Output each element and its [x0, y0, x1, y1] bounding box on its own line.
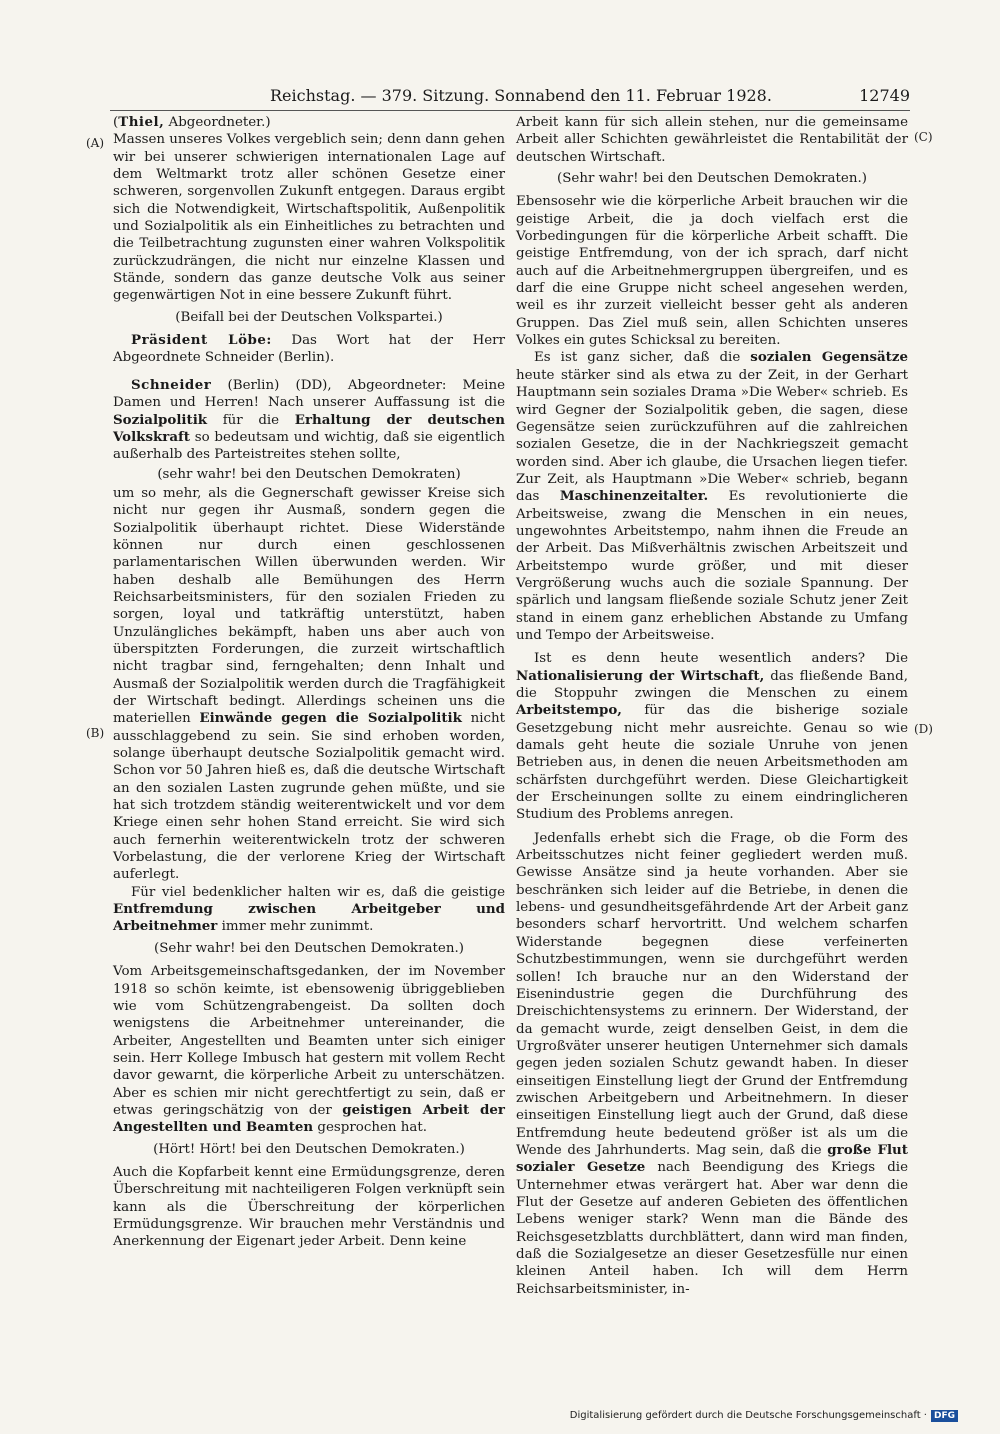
paragraph: Es ist ganz sicher, daß die sozialen Gegensätze heute stärker sind als etwa zu der Zeit, in der Gerhart Hauptmann sein soziales Drama »Die Weber« schrieb. Es wird Gegner der Sozialpolitik geben, die sagen, diese Gegensätze seien zurückzuführen auf die zahlreichen sozialen Gesetze, die in der Nachkriegszeit gemacht worden sind. Aber ich glaube, die Ursachen liegen tiefer. Zur Zeit, als Hauptmann »Die Weber« schrieb, begann das Maschinenzeitalter. Es revolutionierte die Arbeitsweise, zwang die Menschen in ein neues, ungewohntes Arbeitstempo, nahm ihnen die Freude an der Arbeit. Das Mißverhältnis zwischen Arbeitszeit und Arbeitstempo wurde größer, und mit dieser Vergrößerung wuchs auch die soziale Spannung. Der spärlich und langsam fließende soziale Schutz jener Zeit stand in einem ganz erheblichen Abstande zu Umfang und Tempo der Arbeitsweise. — [516, 349, 908, 643]
interjection: (Sehr wahr! bei den Deutschen Demokraten.) — [557, 171, 867, 187]
emphasis: Maschinenzeitalter. — [559, 488, 709, 505]
running-header — [110, 86, 910, 111]
paragraph: Ist es denn heute wesentlich anders? Die Nationalisierung der Wirtschaft, das fließende Band, die Stoppuhr zwingen die Menschen zu einem Arbeitstempo, für das die bisherige soziale Gesetzgebung nicht mehr ausreichte. Genau so wie damals geht heute die soziale Unruhe von jenen Betrieben aus, in denen die neuen Arbeitsmethoden am schärfsten durchgeführt werden. Diese Gleichartigkeit der Erscheinungen sollte zu einem eindringlicheren Studium des Problems anregen. — [516, 651, 908, 823]
left-column — [113, 114, 505, 1251]
paragraph: Auch die Kopfarbeit kennt eine Ermüdungsgrenze, deren Überschreitung mit nachteiligeren Folgen verknüpft sein kann als die Überschreitung der körperlichen Ermüdungsgrenze. Wir brauchen mehr Verständnis und Anerkennung der Eigenart jeder Arbeit. Denn keine — [113, 1164, 505, 1250]
emphasis: große Flut sozialer Gesetze — [516, 1141, 908, 1176]
dfg-logo: DFG — [931, 1410, 958, 1422]
paragraph: Schneider (Berlin) (DD), Abgeordneter: Meine Damen und Herren! Nach unserer Auffassung ist die Sozialpolitik für die Erhaltung der deutschen Volkskraft so bedeutsam und wichtig, daß sie eigentlich außerhalb des Parteistreites stehen sollte, — [113, 376, 506, 463]
paragraph: Massen unseres Volkes vergeblich sein; denn dann gehen wir bei unserer schwierigen internationalen Lage auf dem Weltmarkt trotz aller schönen Gesetze einer schweren, sorgenvollen Zukunft entgegen. Daraus ergibt sich die Notwendigkeit, Wirtschaftspolitik, Außenpolitik und Sozialpolitik als ein Einheitliches zu betrachten und die Teilbetrachtung zugunsten einer wahren Volkspolitik zurückzudrängen, die nicht nur einzelne Klassen und Stände, sondern das ganze deutsche Volk aus seiner gegenwärtigen Not in eine bessere Zukunft führt. — [113, 132, 505, 304]
speaker-name: Schneider — [131, 376, 212, 393]
emphasis: Arbeitstempo, — [516, 702, 622, 719]
interjection: (Hört! Hört! bei den Deutschen Demokraten.) — [153, 1141, 465, 1157]
paragraph: Jedenfalls erhebt sich die Frage, ob die Form des Arbeitsschutzes nicht feiner gegliedert werden muß. Gewisse Ansätze sind ja heute vorhanden. Aber sie beschränken sich leider auf die Betriebe, in denen die lebens- und gesundheitsgefährdende Art der Arbeit ganz besonders scharf hervortritt. Und welchem scharfen Widerstande begegnen diese verfeinerten Schutzbestimmungen, wenn sie durchgeführt werden sollen! Ich brauche nur an den Widerstand der Eisenindustrie gegen die Durchführung des Dreischichtensystems zu erinnern. Der Widerstand, der da gemacht wurde, zeigt denselben Geist, in dem die Urgroßväter unserer heutigen Unternehmer sich damals gegen jeden sozialen Schutz gewandt haben. In dieser einseitigen Einstellung liegt der Grund der Entfremdung zwischen Arbeitgebern und Arbeitnehmern. In dieser einseitigen Einstellung liegt auch der Grund, daß diese Entfremdung heute bedeutend größer ist als um die Wende des Jahrhunderts. Mag sein, daß die große Flut sozialer Gesetze nach Beendigung des Kriegs die Unternehmer etwas verärgert hat. Aber war denn die Flut der Gesetze auf anderen Gebieten des öffentlichen Lebens weniger stark? Wenn man die Bände des Reichsgesetzblatts durchblättert, dann wird man finden, daß die Sozialgesetze an dieser Gesetzesfülle nur einen kleinen Anteil haben. Ich will dem Herrn Reichsarbeitsminister, in- — [516, 830, 909, 1297]
page-number: 12749 — [859, 86, 910, 105]
emphasis: Entfremdung zwischen Arbeitgeber und Arbeitnehmer — [113, 901, 505, 935]
speaker-name: Thiel, — [118, 114, 165, 130]
margin-marker-c: (C) — [914, 130, 933, 144]
paragraph: Arbeit kann für sich allein stehen, nur die gemeinsame Arbeit aller Schichten gewährleistet die Rentabilität der deutschen Wirtschaft. — [516, 115, 908, 165]
footer-text: Digitalisierung gefördert durch die Deutsche Forschungsgemeinschaft · — [569, 1410, 927, 1421]
header-title: Reichstag. — 379. Sitzung. Sonnabend den 11. Februar 1928. — [270, 86, 772, 105]
emphasis: geistigen Arbeit der Angestellten und Beamten — [113, 1101, 505, 1136]
footer-credit — [570, 1410, 958, 1422]
continuation-speaker-line: (Thiel, Abgeordneter.) — [113, 114, 271, 130]
interjection: (Sehr wahr! bei den Deutschen Demokraten.) — [154, 940, 464, 956]
paragraph: Präsident Löbe: Das Wort hat der Herr Abgeordnete Schneider (Berlin). — [113, 332, 505, 366]
speaker-name: Präsident Löbe: — [131, 332, 272, 349]
paragraph: um so mehr, als die Gegnerschaft gewisser Kreise sich nicht nur gegen ihr Ausmaß, sondern gegen die Sozialpolitik überhaupt richtet. Diese Widerstände können nur durch einen geschlossenen parlamentarischen Willen überwunden werden. Wir haben deshalb alle Bemühungen des Herrn Reichsarbeitsministers, für den sozialen Frieden zu sorgen, loyal und tatkräftig unterstützt, haben Unzulängliches bekämpft, haben uns aber auch von überspitzten Forderungen, die zurzeit wirtschaftlich nicht tragbar sind, ferngehalten; denn Inhalt und Ausmaß der Sozialpolitik werden durch die Tragfähigkeit der Wirtschaft bedingt. Allerdings scheinen uns die materiellen Einwände gegen die Sozialpolitik nicht ausschlaggebend zu sein. Sie sind erhoben worden, solange überhaupt deutsche Sozialpolitik gemacht wird. Schon vor 50 Jahren hieß es, daß die deutsche Wirtschaft an den sozialen Lasten zugrunde gehen müßte, und sie hat sich trotzdem ständig weiterentwickelt und vor dem Kriege einen sehr hohen Stand erreicht. Sie wird sich auch fernerhin weiterentwickeln trotz der schweren Vorbelastung, die der verlorene Krieg der Wirtschaft auferlegt. — [113, 485, 505, 883]
margin-marker-b: (B) — [86, 726, 105, 740]
paragraph: Für viel bedenklicher halten wir es, daß die geistige Entfremdung zwischen Arbeitgeber und Arbeitnehmer immer mehr zunimmt. — [113, 884, 505, 935]
speaker-role: Abgeordneter.) — [164, 115, 271, 130]
paragraph: Ebensosehr wie die körperliche Arbeit brauchen wir die geistige Arbeit, die ja doch vielfach erst die Vorbedingungen für die körperliche Arbeit schafft. Die geistige Entfremdung, von der ich sprach, darf nicht auch auf die Arbeitnehmergruppen übergreifen, und es darf die eine Gruppe nicht scheel angesehen werden, weil es ihr zurzeit vielleicht besser geht als anderen Gruppen. Das Ziel muß sein, allen Schichten unseres Volkes ein gutes Schicksal zu bereiten. — [516, 194, 908, 349]
interjection: (Beifall bei der Deutschen Volkspartei.) — [175, 309, 443, 325]
paragraph: Vom Arbeitsgemeinschaftsgedanken, der im November 1918 so schön keimte, ist ebensowenig übriggeblieben wie vom Schützengrabengeist. Da sollten doch wenigstens die Arbeitnehmer untereinander, die Arbeiter, Angestellten und Beamten unter sich einiger sein. Herr Kollege Imbusch hat gestern mit vollem Recht davor gewarnt, die körperliche Arbeit zu unterschätzen. Aber es schien mir nicht gerechtfertigt zu sein, daß er etwas geringschätzig von der geistigen Arbeit der Angestellten und Beamten gesprochen hat. — [113, 964, 505, 1136]
right-column — [516, 114, 908, 1298]
margin-marker-a: (A) — [86, 136, 105, 150]
emphasis: sozialen Gegensätze — [750, 349, 908, 366]
margin-marker-d: (D) — [914, 722, 933, 736]
emphasis: Erhaltung der deutschen Volkskraft — [113, 411, 506, 445]
emphasis: Nationalisierung der Wirtschaft, — [516, 667, 765, 684]
interjection: (sehr wahr! bei den Deutschen Demokraten) — [157, 466, 461, 482]
emphasis: Sozialpolitik — [113, 411, 208, 428]
emphasis: Einwände gegen die Sozialpolitik — [199, 710, 462, 727]
